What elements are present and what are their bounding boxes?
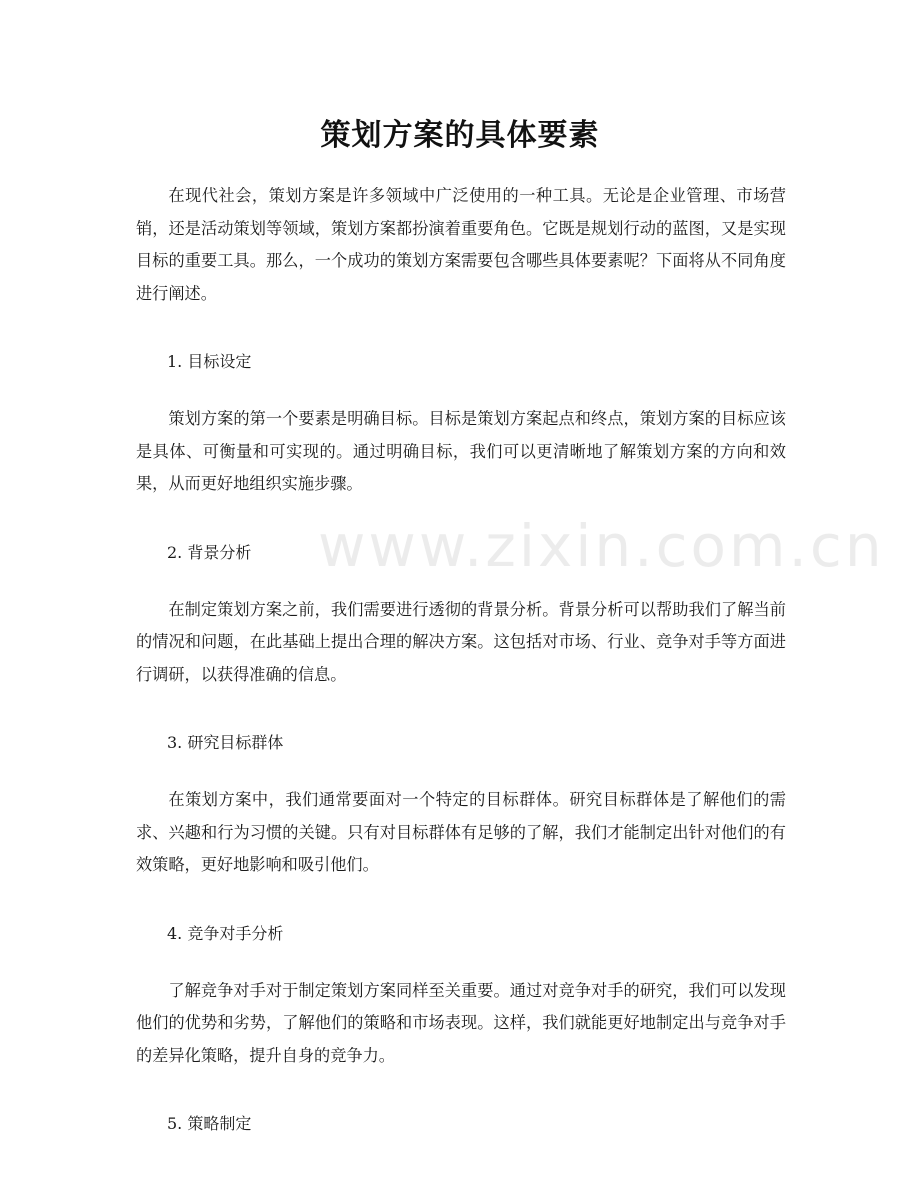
document-body [136, 180, 786, 1165]
section-heading-target-group: 3. 研究目标群体 [167, 733, 284, 752]
watermark-text: www.zixin.com.cn [318, 512, 885, 580]
intro-paragraph: 在现代社会，策划方案是许多领域中广泛使用的一种工具。无论是企业管理、市场营销，还是活动策划等领域，策划方案都扮演着重要角色。它既是规划行动的蓝图，又是实现目标的重要工具。那么，一个成功的策划方案需要包含哪些具体要素呢？下面将从不同角度进行阐述。 [136, 186, 786, 303]
section-body-target-group: 在策划方案中，我们通常要面对一个特定的目标群体。研究目标群体是了解他们的需求、兴趣和行为习惯的关键。只有对目标群体有足够的了解，我们才能制定出针对他们的有效策略，更好地影响和吸引他们。 [136, 790, 786, 874]
section-body-competitor: 了解竞争对手对于制定策划方案同样至关重要。通过对竞争对手的研究，我们可以发现他们的优势和劣势，了解他们的策略和市场表现。这样，我们就能更好地制定出与竞争对手的差异化策略，提升自身的竞争力。 [136, 980, 786, 1065]
section-heading-goal: 1. 目标设定 [167, 352, 252, 371]
section-body-goal: 策划方案的第一个要素是明确目标。目标是策划方案起点和终点，策划方案的目标应该是具体、可衡量和可实现的。通过明确目标，我们可以更清晰地了解策划方案的方向和效果，从而更好地组织实施步骤。 [136, 409, 786, 493]
document-title: 策划方案的具体要素 [320, 118, 600, 153]
section-heading-background: 2. 背景分析 [167, 542, 252, 562]
section-heading-strategy: 5. 策略制定 [167, 1114, 252, 1133]
section-body-background: 在制定策划方案之前，我们需要进行透彻的背景分析。背景分析可以帮助我们了解当前的情况和问题，在此基础上提出合理的解决方案。这包括对市场、行业、竞争对手等方面进行调研，以获得准确的信息。 [136, 599, 786, 684]
section-heading-competitor: 4. 竞争对手分析 [167, 923, 284, 943]
